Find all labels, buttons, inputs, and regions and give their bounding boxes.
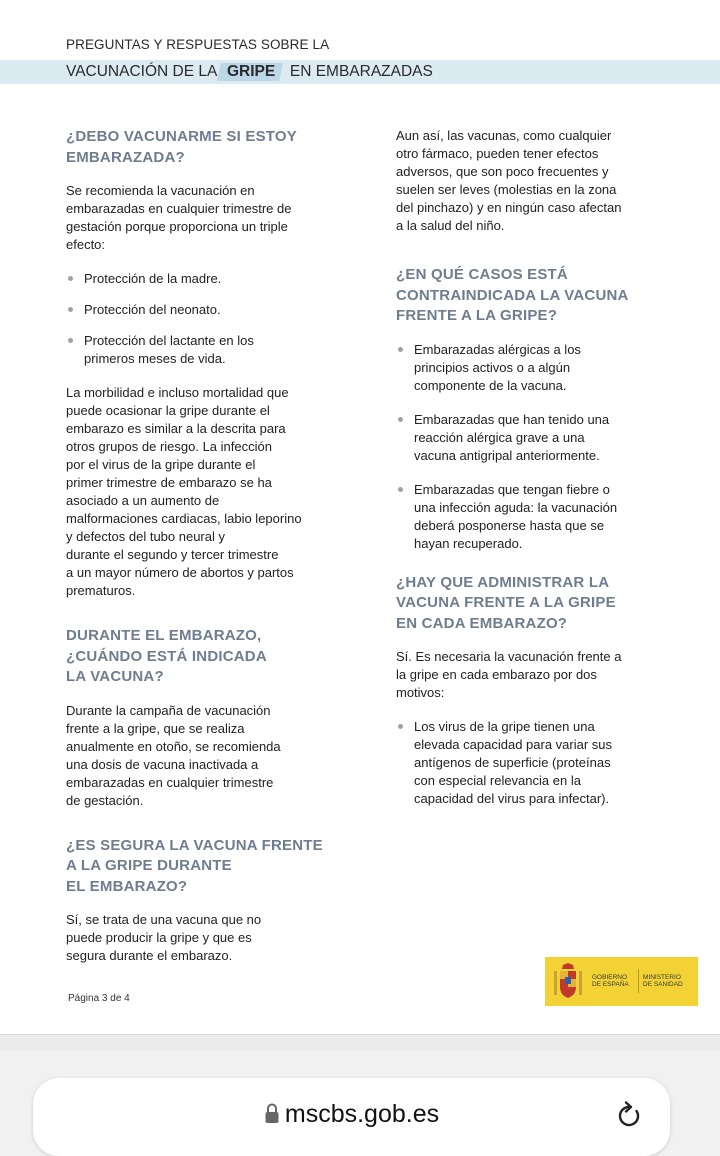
text-line: y defectos del tubo neural y — [66, 529, 225, 544]
text-line: antígenos de superficie (proteínas — [414, 755, 611, 770]
ministry-label — [643, 974, 683, 988]
coat-of-arms-icon — [553, 963, 583, 1001]
text-line: prematuros. — [66, 583, 136, 598]
text-line: una dosis de vacuna inactivada a — [66, 756, 259, 772]
text-line: Protección del lactante en los — [84, 333, 254, 348]
page-number: Página 3 de 4 — [68, 993, 130, 1004]
list-item — [66, 270, 334, 288]
text-line: otro fármaco, pueden tener efectos — [396, 146, 599, 161]
paragraph — [66, 384, 334, 600]
text-line: deberá posponerse hasta que se — [414, 517, 605, 533]
text-line: reacción alérgica grave a una — [414, 429, 585, 445]
text-line: Protección de la madre. — [84, 271, 222, 286]
text-line: gestación porque proporciona un triple — [66, 219, 288, 234]
heading-line: EN CADA EMBARAZO? — [396, 614, 568, 632]
heading-line: ¿HAY QUE ADMINISTRAR LA — [396, 573, 610, 591]
text-line: Aun así, las vacunas, como cualquier — [396, 128, 612, 143]
text-line: primeros meses de vida. — [84, 351, 226, 366]
question-heading — [396, 265, 656, 327]
heading-line: ¿DEBO VACUNARME SI ESTOY — [66, 128, 297, 145]
text-line: de gestación. — [66, 792, 144, 808]
logo-text: DE ESPAÑA — [592, 981, 629, 988]
text-line: capacidad del virus para infectar). — [414, 791, 610, 806]
heading-line: DURANTE EL EMBARAZO, — [66, 627, 262, 644]
logo-text: MINISTERIO — [643, 974, 681, 981]
header-text-after: EN EMBARAZADAS — [289, 63, 433, 80]
text-line: Protección del neonato. — [84, 302, 221, 317]
text-line: Se recomienda la vacunación en — [66, 183, 255, 198]
address-bar[interactable] — [33, 1078, 670, 1156]
list-item — [66, 332, 334, 368]
heading-line: ¿EN QUÉ CASOS ESTÁ — [396, 266, 568, 283]
text-line: Embarazadas alérgicas a los — [414, 341, 581, 357]
text-line: Durante la campaña de vacunación — [66, 702, 271, 718]
list-item — [396, 481, 656, 553]
right-column — [396, 127, 656, 824]
text-line: una infección aguda: la vacunación — [414, 499, 618, 515]
heading-line: A LA GRIPE DURANTE — [66, 857, 232, 874]
bullet-list — [396, 718, 656, 808]
text-line: Sí. Es necesaria la vacunación frente a — [396, 649, 622, 664]
question-heading — [66, 836, 334, 898]
heading-line: EL EMBARAZO? — [66, 877, 188, 895]
text-line: durante el segundo y tercer trimestre — [66, 547, 279, 562]
text-line: adversos, que son poco frecuentes y — [396, 164, 609, 179]
text-line: otros grupos de riesgo. La infección — [66, 439, 272, 454]
bullet-list — [396, 341, 656, 553]
text-line: la gripe en cada embarazo por dos — [396, 667, 597, 682]
text-line: embarazadas en cualquier trimestre de — [66, 201, 292, 216]
reload-icon[interactable] — [615, 1100, 643, 1130]
text-line: hayan recuperado. — [414, 535, 523, 551]
paragraph — [396, 127, 656, 235]
text-line: Sí, se trata de una vacuna que no — [66, 912, 262, 927]
text-line: a la salud del niño. — [396, 218, 505, 233]
government-logo — [545, 957, 698, 1006]
paragraph — [66, 182, 334, 254]
question-heading — [396, 573, 656, 635]
paragraph — [66, 702, 334, 810]
text-line: puede producir la gripe y que es — [66, 930, 252, 945]
list-item — [396, 411, 656, 465]
left-column — [66, 127, 334, 981]
text-line: motivos: — [396, 685, 445, 700]
text-line: Embarazadas que tengan fiebre o — [414, 481, 610, 497]
heading-line: VACUNA FRENTE A LA GRIPE — [396, 594, 616, 611]
text-line: La morbilidad e incluso mortalidad que — [66, 385, 289, 400]
list-item — [66, 301, 334, 319]
paragraph — [396, 648, 656, 702]
text-line: segura durante el embarazo. — [66, 948, 233, 963]
lock-icon — [264, 1102, 280, 1124]
url-text: mscbs.gob.es — [284, 1100, 440, 1128]
header-line-1: PREGUNTAS Y RESPUESTAS SOBRE LA — [66, 37, 330, 52]
header-text-before: VACUNACIÓN DE LA — [66, 63, 218, 80]
text-line: principios activos o a algún — [414, 359, 571, 375]
header-highlight — [217, 63, 283, 81]
heading-line: FRENTE A LA GRIPE? — [396, 307, 558, 324]
text-line: anualmente en otoño, se recomienda — [66, 738, 281, 754]
text-line: Embarazadas que han tenido una — [414, 411, 610, 427]
text-line: con especial relevancia en la — [414, 773, 581, 788]
heading-line: ¿CUÁNDO ESTÁ INDICADA — [66, 647, 267, 665]
header-line-2 — [66, 63, 433, 81]
logo-divider — [638, 969, 639, 993]
text-line: asociado a un aumento de — [66, 493, 220, 508]
list-item — [396, 341, 656, 395]
text-line: puede ocasionar la gripe durante el — [66, 403, 270, 418]
header-highlight-text: GRIPE — [227, 63, 276, 80]
list-item — [396, 718, 656, 808]
heading-line: ¿ES SEGURA LA VACUNA FRENTE — [66, 836, 323, 854]
text-line: primer trimestre de embarazo se ha — [66, 475, 272, 490]
text-line: elevada capacidad para variar sus — [414, 737, 613, 752]
text-line: Los virus de la gripe tienen una — [414, 719, 595, 734]
browser-toolbar — [0, 1050, 720, 1156]
text-line: malformaciones cardiacas, labio leporino — [66, 511, 302, 526]
heading-line: CONTRAINDICADA LA VACUNA — [396, 286, 629, 304]
text-line: por el virus de la gripe durante el — [66, 457, 256, 472]
question-heading — [66, 626, 334, 688]
text-line: a un mayor número de abortos y partos — [66, 565, 294, 580]
url-display[interactable] — [33, 1100, 670, 1129]
government-label — [592, 974, 629, 988]
text-line: embarazo es similar a la descrita para — [66, 421, 286, 436]
text-line: efecto: — [66, 237, 106, 252]
text-line: suelen ser leves (molestias en la zona — [396, 182, 617, 197]
text-line: del pinchazo) y en ningún caso afectan — [396, 200, 622, 215]
paragraph — [66, 911, 334, 965]
question-heading — [66, 127, 334, 168]
text-line: componente de la vacuna. — [414, 377, 567, 393]
text-line: embarazadas en cualquier trimestre — [66, 774, 274, 790]
page-separator — [0, 1034, 720, 1050]
logo-text: GOBIERNO — [592, 974, 628, 981]
text-line: frente a la gripe, que se realiza — [66, 720, 245, 736]
logo-text: DE SANIDAD — [643, 981, 683, 988]
bullet-list — [66, 270, 334, 368]
heading-line: EMBARAZADA? — [66, 148, 185, 166]
heading-line: LA VACUNA? — [66, 668, 164, 685]
text-line: vacuna antigripal anteriormente. — [414, 447, 600, 463]
